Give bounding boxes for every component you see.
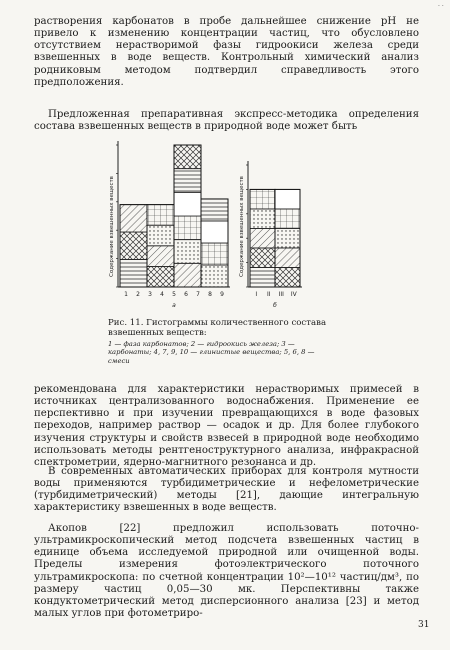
panel-б-x-tick-label: I [255, 291, 258, 298]
panel-а-x-tick-label: 8 [208, 291, 212, 298]
panel-а-ylabel: Содержание взвешенных веществ [109, 176, 115, 277]
panel-а-bar-1-2-segment [120, 260, 147, 287]
panel-б-bar-II-segment [275, 209, 300, 229]
paragraph-recommendation: рекомендована для характеристики нерастворимых примесей в источниках централизованного водоснабжения. Применение ее перспективно и при изучении превращающихся в воде фазовых переходов, например раствор — осадок и др. Для более глубокого изучения структуры и свойств взвесей в природной воде необходимо использовать методы рентгеноструктурного анализа, инфракрасной спектрометрии, ядерно-магнитного резонанса и др. [34, 384, 419, 468]
panel-а-bar-5-6-segment [174, 240, 201, 264]
panel-а-bar-7-8-segment [201, 199, 228, 221]
paragraph-akopov: Акопов [22] предложил использовать поточно-ультрамикроскопический метод подсчета взвешенных частиц в единице объема исследуемой природной или очищенной воды. Пределы измерения фотоэлектрического поточного ультрамикроскопа: по счетной концентрации 10²—10¹² частиц/дм³, по размеру частиц 0,05—30 мк. Перспективны также кондуктометрический метод дисперсионного анализа [23] и метод малых углов при фотометриро- [34, 523, 419, 619]
panel-а-bar-5-6-segment [174, 145, 201, 169]
panel-а-bar-5-6-segment [174, 192, 201, 216]
panel-б-bar-I-segment [250, 189, 275, 209]
panel-а-x-tick-label: 1 [124, 291, 128, 298]
panel-а-bar-7-8-segment [201, 243, 228, 265]
panel-б-sublabel: б [273, 302, 277, 309]
panel-б-bar-I-segment [250, 248, 275, 268]
panel-б-bar-II-segment [275, 189, 300, 209]
histogram-figure [100, 137, 330, 317]
paragraph-top: растворения карбонатов в пробе дальнейшее снижение pH не привело к изменению концентрации частиц, что обусловлено отсутствием нерастворимой фазы гидроокиси железа среди взвешенных в воде веществ. Контрольный химический анализ родниковым методом подтвердил справедливость этого предположения. [34, 16, 419, 88]
page-number: 31 [418, 620, 430, 630]
caption-title: Рис. 11. Гистограммы количественного состава взвешенных веществ: [108, 318, 327, 338]
panel-б-ylabel: Содержание взвешенных веществ [239, 176, 245, 277]
panel-а-x-tick-label: 2 [136, 291, 140, 298]
panel-б-bar-II-segment [275, 267, 300, 287]
panel-б-bar-I-segment [250, 209, 275, 229]
panel-б-bar-II-segment [275, 248, 300, 268]
panel-а-x-tick-label: 3 [148, 291, 152, 298]
panel-а-bar-3-4-segment [147, 246, 174, 267]
panel-а-x-tick-label: 7 [196, 291, 200, 298]
panel-а-bar-5-6-segment [174, 169, 201, 193]
panel-а-sublabel: а [172, 302, 176, 309]
histogram-svg [100, 137, 330, 317]
paragraph-intro: Предложенная препаративная экспресс-методика определения состава взвешенных веществ в природной воде может быть [34, 109, 419, 133]
paragraph-modern-devices: В современных автоматических приборах для контроля мутности воды применяются турбидиметрические и нефелометрические (турбидиметрический) методы [21], дающие интегральную характеристику взвешенных в воде веществ. [34, 466, 419, 514]
panel-а-bar-1-2-segment [120, 205, 147, 232]
panel-а-bar-7-8-segment [201, 221, 228, 243]
panel-а-x-tick-label: 4 [160, 291, 164, 298]
panel-а-bar-5-6-segment [174, 263, 201, 287]
panel-а-bar-5-6-segment [174, 216, 201, 240]
panel-б-bar-I-segment [250, 228, 275, 248]
panel-а-bar-3-4-segment [147, 266, 174, 287]
panel-а-x-tick-label: 6 [184, 291, 188, 298]
panel-б-bar-I-segment [250, 267, 275, 287]
panel-а-x-tick-label: 5 [172, 291, 176, 298]
margin-marks: · · [438, 3, 444, 10]
panel-а-bar-1-2-segment [120, 232, 147, 259]
panel-а-bar-3-4-segment [147, 225, 174, 246]
caption-legend: 1 — фаза карбонатов; 2 — гидроокись железа; 3 — карбонаты; 4, 7, 9, 10 — глинистые вещества; 5, 6, 8 — смеси [108, 340, 315, 365]
panel-а-bar-3-4-segment [147, 205, 174, 226]
panel-б-x-tick-label: III [278, 291, 284, 298]
panel-б-bar-II-segment [275, 228, 300, 248]
panel-б-x-tick-label: IV [290, 291, 297, 298]
panel-б-x-tick-label: II [266, 291, 271, 298]
panel-а-bar-7-8-segment [201, 265, 228, 287]
panel-а-x-tick-label: 9 [220, 291, 224, 298]
figure-caption [108, 318, 338, 365]
